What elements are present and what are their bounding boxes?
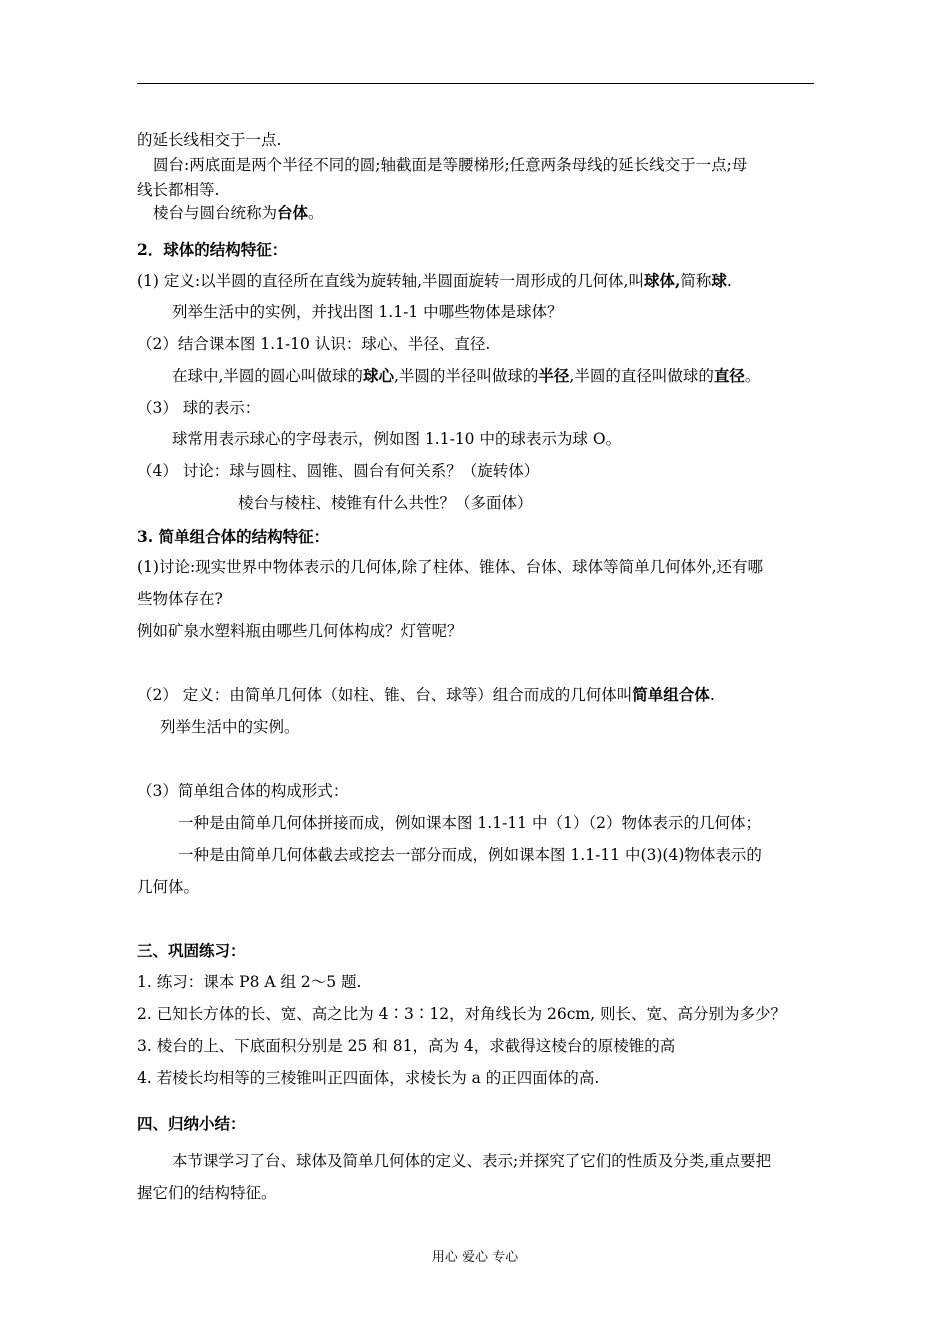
text-span: ,半圆的直径叫做球的 [569,367,714,385]
text-line: 列举生活中的实例，并找出图 1.1-1 中哪些物体是球体？ [172,303,563,321]
text-span: ,半圆的半径叫做球的 [393,367,539,385]
text-line: 本节课学习了台、球体及简单几何体的定义、表示;并探究了它们的性质及分类,重点要把 [172,1152,772,1170]
bold-term: 台体 [277,203,309,222]
text-line: 握它们的结构特征。 [137,1184,277,1202]
text-span: 在球中,半圆的圆心叫做球的 [172,367,363,385]
text-line: （2）结合课本图 1.1-10 认识：球心、半径、直径. [137,335,491,353]
text-line [137,271,732,291]
text-line: 圆台:两底面是两个半径不同的圆;轴截面是等腰梯形;任意两条母线的延长线交于一点;母 [153,156,748,174]
text-span: . [709,686,715,704]
text-line: 一种是由简单几何体截去或挖去一部分而成，例如课本图 1.1-11 中(3)(4)物体表示的 [178,846,762,864]
bold-term: 简单组合体 [632,685,710,704]
section-heading: 3. 简单组合体的结构特征： [137,527,330,546]
text-line [137,685,715,705]
text-line: 的延长线相交于一点. [137,131,282,149]
text-line: 列举生活中的实例。 [160,718,300,736]
section-heading: 三、巩固练习： [137,941,246,960]
text-line: （3）简单组合体的构成形式： [137,782,349,800]
section-heading: 2．球体的结构特征： [137,240,288,259]
page-footer: 用心 爱心 专心 [431,1250,519,1265]
bold-term: 球体, [643,271,681,290]
text-line [153,203,324,223]
text-span: 棱台与圆台统称为 [153,204,278,222]
exercise-item: 2. 已知长方体的长、宽、高之比为 4∶3∶12，对角线长为 26cm, 则长、宽、高分别为多少？ [137,1005,786,1023]
text-span: 。 [744,367,761,385]
exercise-item: 3. 棱台的上、下底面积分别是 25 和 81，高为 4，求截得这棱台的原棱锥的高 [137,1037,676,1055]
exercise-item: 1. 练习：课本 P8 A 组 2～5 题. [137,973,362,991]
bold-term: 半径 [538,366,570,385]
text-line: 球常用表示球心的字母表示，例如图 1.1-10 中的球表示为球 O。 [172,430,622,448]
text-span: （2） 定义：由简单几何体（如柱、锥、台、球等）组合而成的几何体叫 [137,686,633,704]
text-span: . [726,272,732,290]
text-span: 简称 [680,272,712,290]
section-heading: 四、归纳小结： [137,1114,246,1133]
text-line: (1)讨论:现实世界中物体表示的几何体,除了柱体、锥体、台体、球体等简单几何体外,还有哪 [137,558,764,576]
text-line: 线长都相等. [137,181,220,199]
text-line: （4） 讨论：球与圆柱、圆锥、圆台有何关系？（旋转体） [137,462,540,480]
text-line: 棱台与棱柱、棱锥有什么共性？（多面体） [238,494,533,512]
bold-term: 球心 [362,366,394,385]
bold-term: 球 [711,271,727,290]
text-line: （3） 球的表示： [137,399,261,417]
bold-term: 直径 [713,366,745,385]
text-line: 一种是由简单几何体拼接而成，例如课本图 1.1-11 中（1）（2）物体表示的几何体； [178,814,761,832]
text-span: 。 [308,204,324,222]
text-line: 几何体。 [137,878,200,896]
text-line: 些物体存在? [137,590,223,608]
text-line [172,366,760,386]
text-line: 例如矿泉水塑料瓶由哪些几何体构成？灯管呢？ [137,622,463,640]
exercise-item: 4. 若棱长均相等的三棱锥叫正四面体，求棱长为 a 的正四面体的高. [137,1069,600,1087]
header-rule [137,83,814,84]
text-span: (1) 定义:以半圆的直径所在直线为旋转轴,半圆面旋转一周形成的几何体,叫 [137,272,644,290]
